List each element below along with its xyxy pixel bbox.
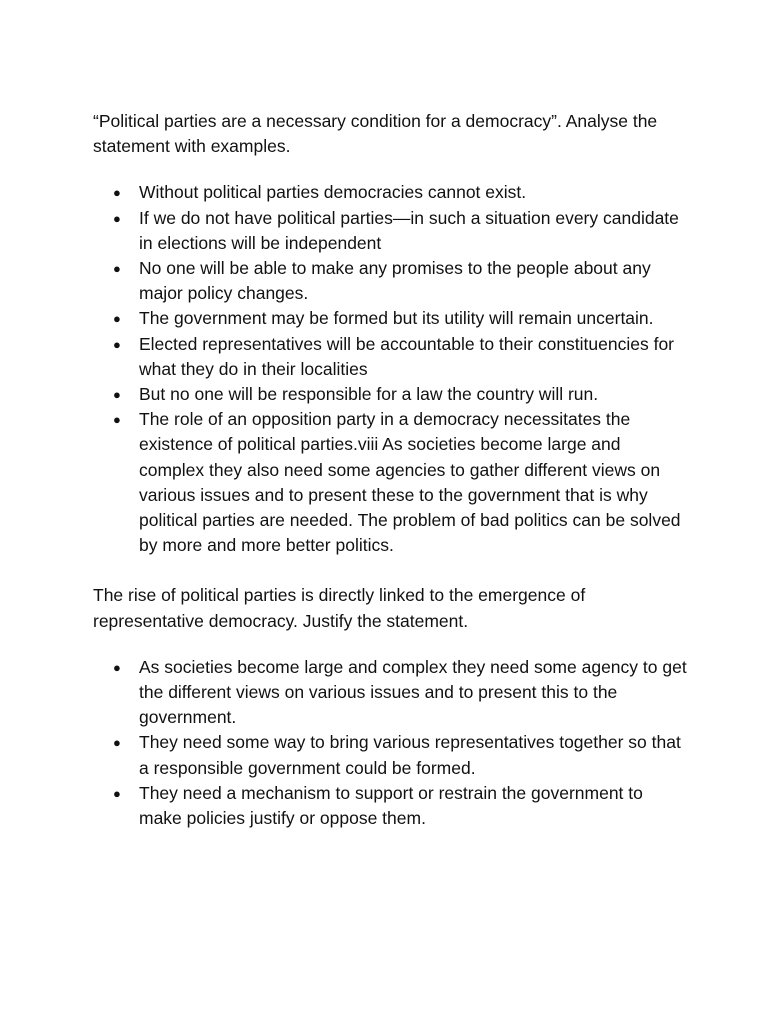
answer-list-1 xyxy=(93,180,688,558)
list-item: ● The government may be formed but its utility will remain uncertain. xyxy=(93,306,688,331)
list-item: ● As societies become large and complex they need some agency to get the different views on various issues and to present this to the government. xyxy=(93,655,688,731)
list-item: ● But no one will be responsible for a law the country will run. xyxy=(93,382,688,407)
list-item: ● The role of an opposition party in a democracy necessitates the existence of political parties.viii As societies become large and complex they also need some agencies to gather different views on various issues and to present these to the government that is why political parties are needed. The problem of bad politics can be solved by more and more better politics. xyxy=(93,407,688,558)
question-1: “Political parties are a necessary condition for a democracy”. Analyse the statement with examples. xyxy=(93,111,658,157)
list-item: ● Elected representatives will be accountable to their constituencies for what they do in their localities xyxy=(93,332,688,382)
list-item: ● No one will be able to make any promises to the people about any major policy changes. xyxy=(93,256,688,306)
list-item: ● They need some way to bring various representatives together so that a responsible government could be formed. xyxy=(93,730,688,780)
question-2: The rise of political parties is directly linked to the emergence of representative democracy. Justify the statement. xyxy=(93,585,586,631)
list-item: ● They need a mechanism to support or restrain the government to make policies justify or oppose them. xyxy=(93,781,688,831)
section-spacer xyxy=(93,558,688,583)
document-page xyxy=(93,109,688,831)
list-item: ● If we do not have political parties—in such a situation every candidate in elections will be independent xyxy=(93,206,688,256)
list-item: ● Without political parties democracies cannot exist. xyxy=(93,180,688,205)
answer-list-2 xyxy=(93,655,688,831)
